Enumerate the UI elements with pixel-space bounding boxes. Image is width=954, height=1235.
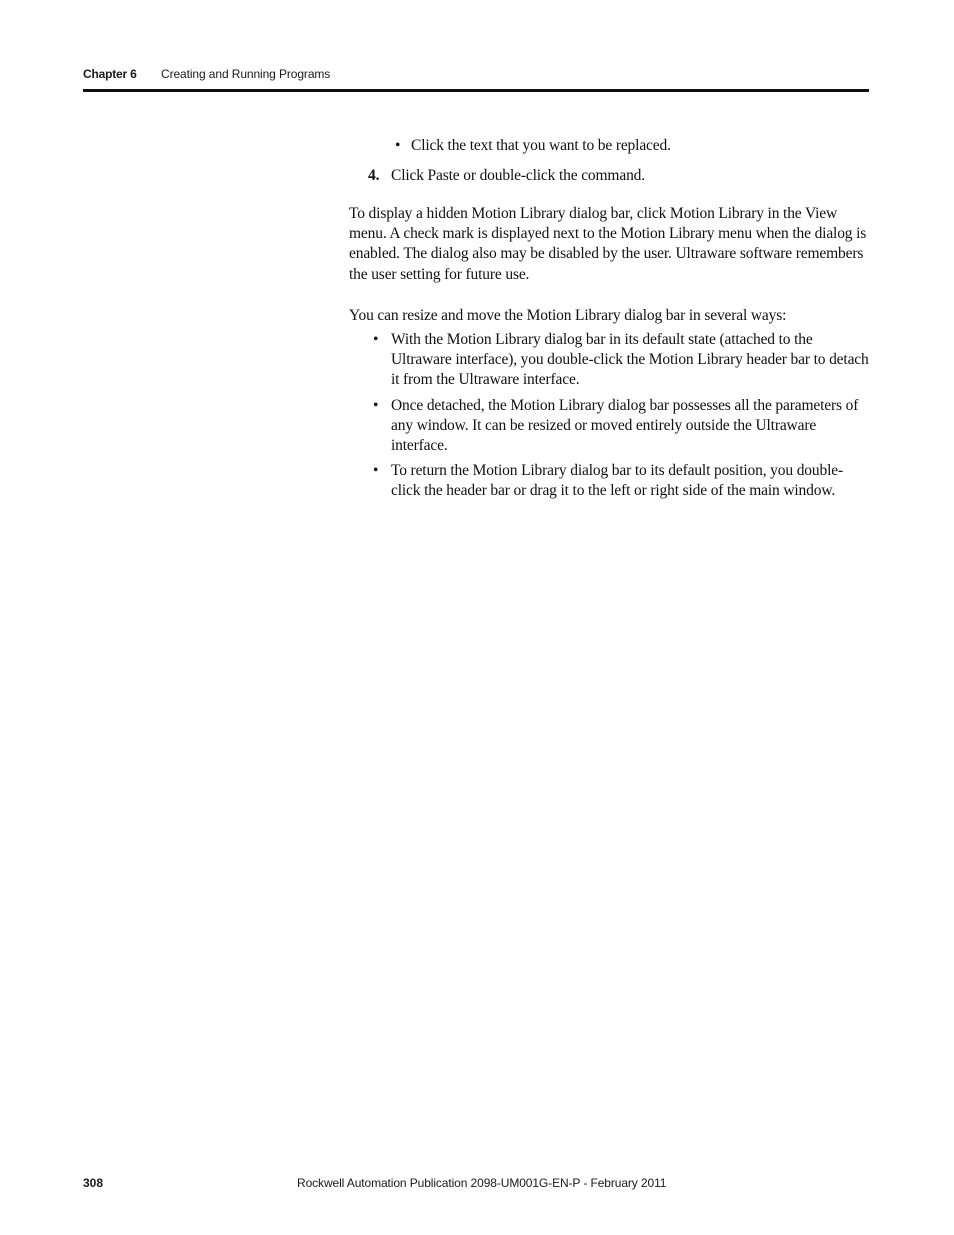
paragraph-display-hidden: To display a hidden Motion Library dialog bar, click Motion Library in the View menu. A check mark is displayed next to the Motion Library menu when the dialog is enabled. The dialog also may be disabled by the user. Ultraware software remembers the user setting for future use. xyxy=(349,205,867,283)
page-number: 308 xyxy=(83,1176,104,1190)
list-item xyxy=(349,330,869,391)
sub-bullet-text: Click the text that you want to be replaced. xyxy=(411,137,671,154)
list-item-text: To return the Motion Library dialog bar to its default position, you double-click the header bar or drag it to the left or right side of the main window. xyxy=(391,462,843,500)
list-item xyxy=(349,461,869,501)
step-number: 4. xyxy=(368,167,380,184)
step-text: Click Paste or double-click the command. xyxy=(391,167,645,184)
resize-bullet-list xyxy=(349,330,869,502)
sub-bullet-item xyxy=(349,134,869,158)
bullet-icon: • xyxy=(373,396,379,414)
bullet-icon: • xyxy=(373,331,379,349)
step-item xyxy=(349,164,869,188)
publication-info: Rockwell Automation Publication 2098-UM001G-EN-P - February 2011 xyxy=(297,1176,667,1190)
list-item-text: With the Motion Library dialog bar in its default state (attached to the Ultraware interface), you double-click the Motion Library header bar to detach it from the Ultraware interface. xyxy=(391,331,869,389)
chapter-label: Chapter 6 xyxy=(83,67,137,81)
main-content xyxy=(349,134,869,507)
header-rule xyxy=(83,89,869,92)
list-item-text: Once detached, the Motion Library dialog bar possesses all the parameters of any window. It can be resized or moved entirely outside the Ultraware interface. xyxy=(391,396,859,455)
chapter-title: Creating and Running Programs xyxy=(161,67,331,81)
list-item xyxy=(349,396,869,457)
bullet-icon: • xyxy=(373,462,379,480)
bullet-icon: • xyxy=(395,137,401,154)
paragraph-resize-intro: You can resize and move the Motion Library dialog bar in several ways: xyxy=(349,306,787,324)
